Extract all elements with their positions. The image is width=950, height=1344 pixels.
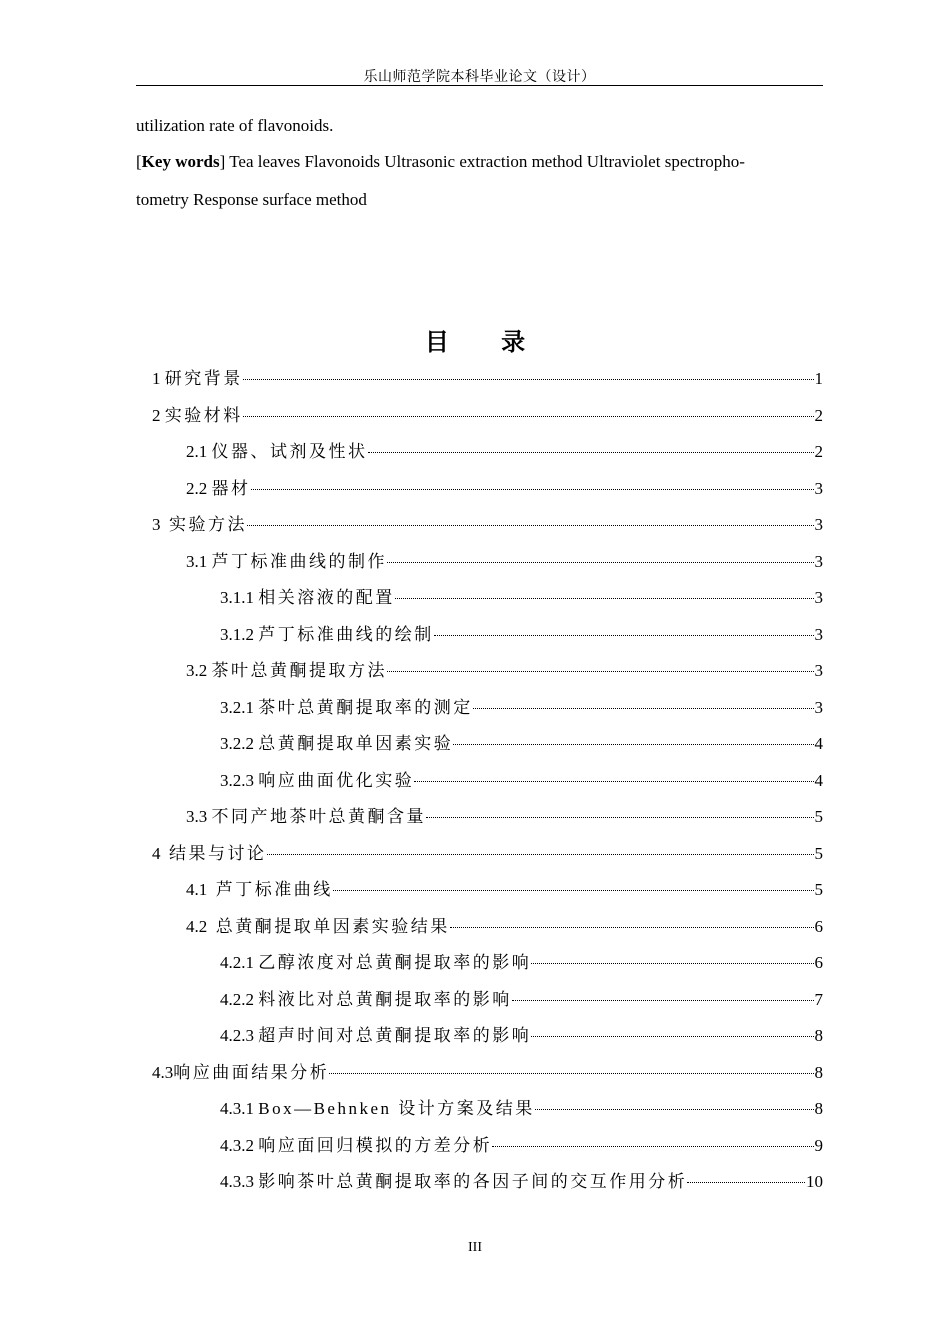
toc-entry-page: 3 <box>814 588 823 607</box>
toc-entry-page: 8 <box>814 1026 823 1045</box>
toc-entry[interactable] <box>220 988 823 1012</box>
toc-entry-page: 8 <box>814 1063 823 1082</box>
keywords-close-bracket: ] <box>219 152 226 171</box>
toc-entry-page: 1 <box>814 369 823 388</box>
toc-entry-title: 总黄酮提取单因素实验结果 <box>215 917 450 936</box>
toc-entry-title: 超声时间对总黄酮提取率的影响 <box>258 1026 532 1045</box>
toc-entry-page: 2 <box>814 442 823 461</box>
toc-dot-leader <box>535 1108 814 1110</box>
toc-dot-leader <box>368 451 814 453</box>
toc-entry-title: 实验方法 <box>169 515 247 534</box>
toc-entry-number: 4.2.1 <box>220 953 259 972</box>
keywords-line-2: tometry Response surface method <box>136 190 367 209</box>
toc-entry[interactable] <box>186 440 823 464</box>
toc-entry[interactable] <box>152 1061 823 1085</box>
toc-entry-page: 9 <box>814 1136 823 1155</box>
toc-dot-leader <box>473 707 814 709</box>
toc-entry-number: 4.3 <box>152 1063 174 1082</box>
toc-entry-number: 4.3.1 <box>220 1099 259 1118</box>
keywords-open-bracket: [ <box>136 152 142 171</box>
toc-dot-leader <box>531 1035 813 1037</box>
keywords-text-1: Tea leaves Flavonoids Ultrasonic extraction method Ultraviolet spectropho- <box>225 152 745 171</box>
toc-entry[interactable] <box>186 915 823 939</box>
toc-entry-page: 3 <box>814 479 823 498</box>
toc-dot-leader <box>512 999 814 1001</box>
toc-entry[interactable] <box>220 696 823 720</box>
toc-entry[interactable] <box>220 951 823 975</box>
toc-dot-leader <box>333 889 814 891</box>
page-number: III <box>468 1240 482 1255</box>
toc-entry[interactable] <box>220 623 823 647</box>
toc-entry-page: 3 <box>814 661 823 680</box>
toc-entry-title: 芦丁标准曲线的绘制 <box>258 625 434 644</box>
toc-entry-title: 影响茶叶总黄酮提取率的各因子间的交互作用分析 <box>258 1172 688 1191</box>
toc-entry-title: 茶叶总黄酮提取率的测定 <box>258 698 473 717</box>
toc-entry-number: 3.1.2 <box>220 625 259 644</box>
toc-entry[interactable] <box>152 404 823 428</box>
toc-dot-leader <box>387 670 814 672</box>
toc-entry-number: 3.2.3 <box>220 771 259 790</box>
toc-dot-leader <box>453 743 813 745</box>
toc-dot-leader <box>387 561 814 563</box>
toc-dot-leader <box>247 524 814 526</box>
toc-dot-leader <box>687 1181 805 1183</box>
toc-entry-title: 响应曲面优化实验 <box>258 771 415 790</box>
toc-entry[interactable] <box>186 878 823 902</box>
toc-entry-title: 乙醇浓度对总黄酮提取率的影响 <box>258 953 532 972</box>
toc-entry-title: 料液比对总黄酮提取率的影响 <box>258 990 512 1009</box>
toc-entry-number: 2.1 <box>186 442 212 461</box>
toc-entry[interactable] <box>152 513 823 537</box>
toc-dot-leader <box>251 488 814 490</box>
toc-entry-page: 5 <box>814 880 823 899</box>
toc-entry-number: 4.2.3 <box>220 1026 259 1045</box>
toc-entry[interactable] <box>220 1134 823 1158</box>
toc-entry-number: 3 <box>152 515 169 534</box>
toc-entry[interactable] <box>220 1097 823 1121</box>
toc-entry-page: 8 <box>814 1099 823 1118</box>
toc-entry-number: 4 <box>152 844 169 863</box>
toc-entry-page: 5 <box>814 807 823 826</box>
toc-entry-title: 芦丁标准曲线 <box>215 880 333 899</box>
toc-entry-title: 仪器、试剂及性状 <box>211 442 368 461</box>
toc-entry-number: 4.2 <box>186 917 216 936</box>
toc-entry-number: 3.1.1 <box>220 588 259 607</box>
toc-dot-leader <box>243 378 814 380</box>
toc-entry-number: 4.2.2 <box>220 990 259 1009</box>
toc-title: 目 录 <box>424 328 548 356</box>
toc-dot-leader <box>395 597 814 599</box>
toc-entry[interactable] <box>186 805 823 829</box>
toc-entry-number: 3.2.1 <box>220 698 259 717</box>
keywords-label: Key words <box>141 152 220 171</box>
toc-entry-title: 研究背景 <box>164 369 243 388</box>
toc-entry-number: 4.1 <box>186 880 216 899</box>
toc-entry[interactable] <box>220 586 823 610</box>
toc-entry-title: 器材 <box>211 479 251 498</box>
toc-entry[interactable] <box>220 732 823 756</box>
toc-entry-title: 响应曲面结果分析 <box>173 1063 330 1082</box>
toc-entry-number: 3.3 <box>186 807 212 826</box>
toc-entry[interactable] <box>186 477 823 501</box>
keywords-line-1 <box>136 150 826 174</box>
toc-dot-leader <box>329 1072 813 1074</box>
toc-entry-number: 3.2 <box>186 661 212 680</box>
toc-dot-leader <box>450 926 814 928</box>
toc-entry-number: 3.1 <box>186 552 212 571</box>
toc-dot-leader <box>414 780 813 782</box>
toc-entry-title: 茶叶总黄酮提取方法 <box>211 661 387 680</box>
toc-entry-number: 4.3.2 <box>220 1136 259 1155</box>
toc-entry-page: 4 <box>814 771 823 790</box>
toc-dot-leader <box>243 415 814 417</box>
toc-dot-leader <box>434 634 814 636</box>
toc-entry[interactable] <box>220 769 823 793</box>
toc-entry-page: 2 <box>814 406 823 425</box>
toc-dot-leader <box>426 816 814 818</box>
toc-entry[interactable] <box>186 659 823 683</box>
header-divider <box>136 85 823 86</box>
toc-entry-title: 芦丁标准曲线的制作 <box>211 552 387 571</box>
toc-entry-title: Box—Behnken 设计方案及结果 <box>258 1099 535 1118</box>
toc-entry[interactable] <box>186 550 823 574</box>
toc-entry-page: 3 <box>814 552 823 571</box>
toc-entry-page: 6 <box>814 917 823 936</box>
toc-entry-page: 10 <box>806 1172 823 1191</box>
toc-entry-number: 2.2 <box>186 479 212 498</box>
toc-dot-leader <box>531 962 813 964</box>
toc-entry[interactable] <box>152 367 823 391</box>
toc-entry-page: 7 <box>814 990 823 1009</box>
toc-entry-page: 5 <box>814 844 823 863</box>
toc-entry-title: 结果与讨论 <box>169 844 267 863</box>
toc-entry-title: 实验材料 <box>164 406 243 425</box>
toc-entry-title: 总黄酮提取单因素实验 <box>258 734 454 753</box>
toc-entry-page: 3 <box>814 625 823 644</box>
toc-entry-title: 响应面回归模拟的方差分析 <box>258 1136 493 1155</box>
toc-entry-title: 不同产地茶叶总黄酮含量 <box>211 807 426 826</box>
toc-entry-page: 3 <box>814 698 823 717</box>
toc-entry-number: 1 <box>152 369 165 388</box>
toc-entry-number: 2 <box>152 406 165 425</box>
toc-entry[interactable] <box>152 842 823 866</box>
toc-entry-page: 3 <box>814 515 823 534</box>
toc-entry-page: 4 <box>814 734 823 753</box>
toc-entry[interactable] <box>220 1170 823 1194</box>
toc-entry[interactable] <box>220 1024 823 1048</box>
toc-dot-leader <box>492 1145 813 1147</box>
abstract-line-1: utilization rate of flavonoids. <box>136 116 334 135</box>
toc-dot-leader <box>267 853 814 855</box>
toc-entry-page: 6 <box>814 953 823 972</box>
page-header-title: 乐山师范学院本科毕业论文（设计） <box>363 70 596 85</box>
toc-entry-number: 4.3.3 <box>220 1172 259 1191</box>
toc-entry-title: 相关溶液的配置 <box>258 588 395 607</box>
toc-entry-number: 3.2.2 <box>220 734 259 753</box>
